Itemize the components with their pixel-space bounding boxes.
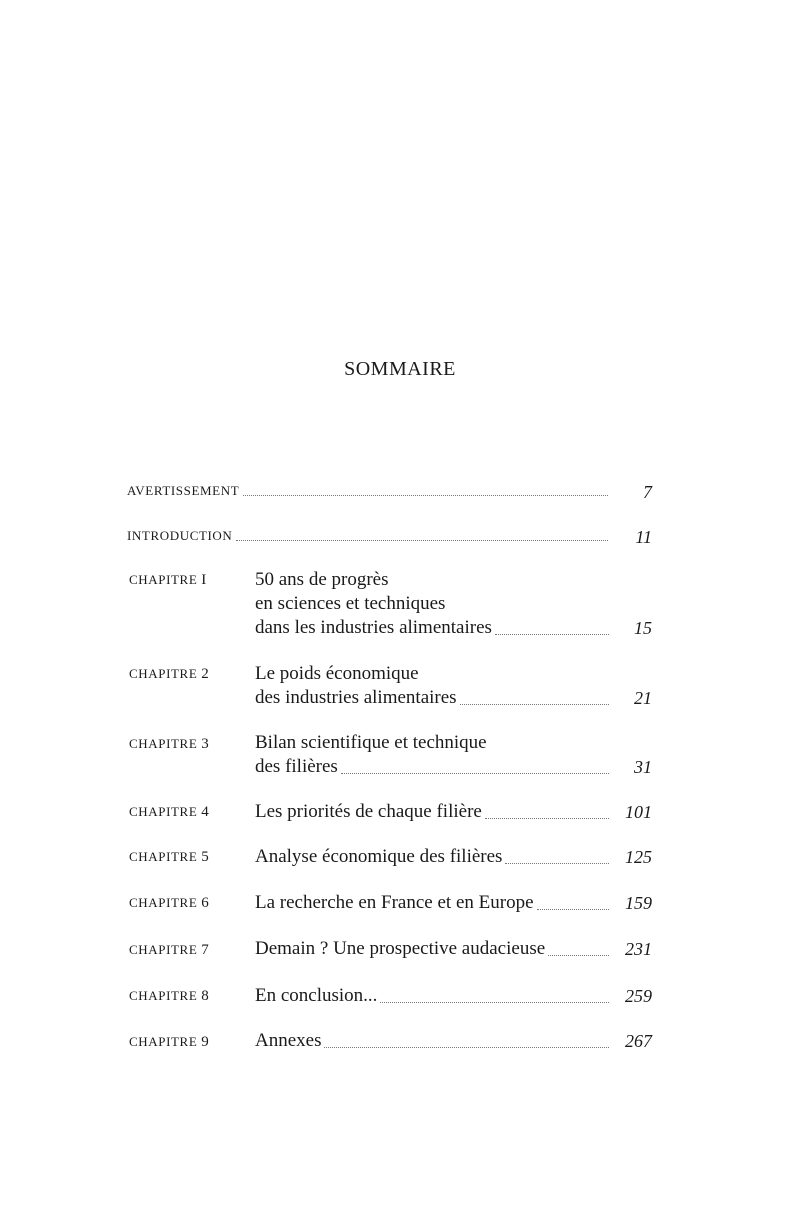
page-number: 11 xyxy=(635,527,652,547)
toc-entry-introduction xyxy=(127,524,612,548)
chapter-title-line: 50 ans de progrès xyxy=(255,569,389,590)
chapter-label: CHAPITRE 6 xyxy=(129,895,210,911)
page-number: 267 xyxy=(625,1031,652,1051)
chapter-label: CHAPITRE 8 xyxy=(129,988,210,1004)
page-number: 259 xyxy=(625,986,652,1006)
page-number: 15 xyxy=(634,618,652,638)
chapter-title-line: La recherche en France et en Europe xyxy=(255,891,612,915)
chapter-title-line: Demain ? Une prospective audacieuse xyxy=(255,937,612,961)
chapter-label: CHAPITRE 5 xyxy=(129,849,210,865)
leader-dots xyxy=(505,863,609,864)
leader-dots xyxy=(236,540,608,541)
chapter-title-line: des industries alimentaires xyxy=(255,686,612,710)
page-number: 159 xyxy=(625,893,652,913)
chapter-title-line: dans les industries alimentaires xyxy=(255,616,612,640)
leader-dots xyxy=(485,818,609,819)
chapter-label: CHAPITRE I xyxy=(129,572,207,588)
chapter-label: CHAPITRE 4 xyxy=(129,804,210,820)
chapter-title-line: Le poids économique xyxy=(255,663,419,684)
leader-dots xyxy=(341,773,609,774)
leader-dots xyxy=(380,1002,609,1003)
page-number: 231 xyxy=(625,939,652,959)
chapter-label: CHAPITRE 9 xyxy=(129,1034,210,1050)
entry-label: AVERTISSEMENT xyxy=(127,483,240,498)
page-number: 21 xyxy=(634,688,652,708)
chapter-title-line: Bilan scientifique et technique xyxy=(255,732,487,753)
leader-dots xyxy=(460,704,609,705)
chapter-label: CHAPITRE 7 xyxy=(129,942,210,958)
page-number: 101 xyxy=(625,802,652,822)
page-number: 7 xyxy=(643,482,652,502)
toc-entry-avertissement xyxy=(127,479,612,503)
leader-dots xyxy=(243,495,608,496)
chapter-title-line: En conclusion... xyxy=(255,984,612,1008)
leader-dots xyxy=(324,1047,609,1048)
chapter-label: CHAPITRE 2 xyxy=(129,666,210,682)
chapter-title-line: des filières xyxy=(255,755,612,779)
page-number: 125 xyxy=(625,847,652,867)
chapter-label: CHAPITRE 3 xyxy=(129,736,210,752)
chapter-title-line: Analyse économique des filières xyxy=(255,845,612,869)
leader-dots xyxy=(548,955,609,956)
leader-dots xyxy=(495,634,609,635)
chapter-title-line: en sciences et techniques xyxy=(255,593,446,614)
entry-label: INTRODUCTION xyxy=(127,528,233,543)
chapter-title-line: Annexes xyxy=(255,1029,612,1053)
chapter-title-line: Les priorités de chaque filière xyxy=(255,800,612,824)
page-number: 31 xyxy=(634,757,652,777)
leader-dots xyxy=(537,909,610,910)
page-title: SOMMAIRE xyxy=(344,358,456,380)
